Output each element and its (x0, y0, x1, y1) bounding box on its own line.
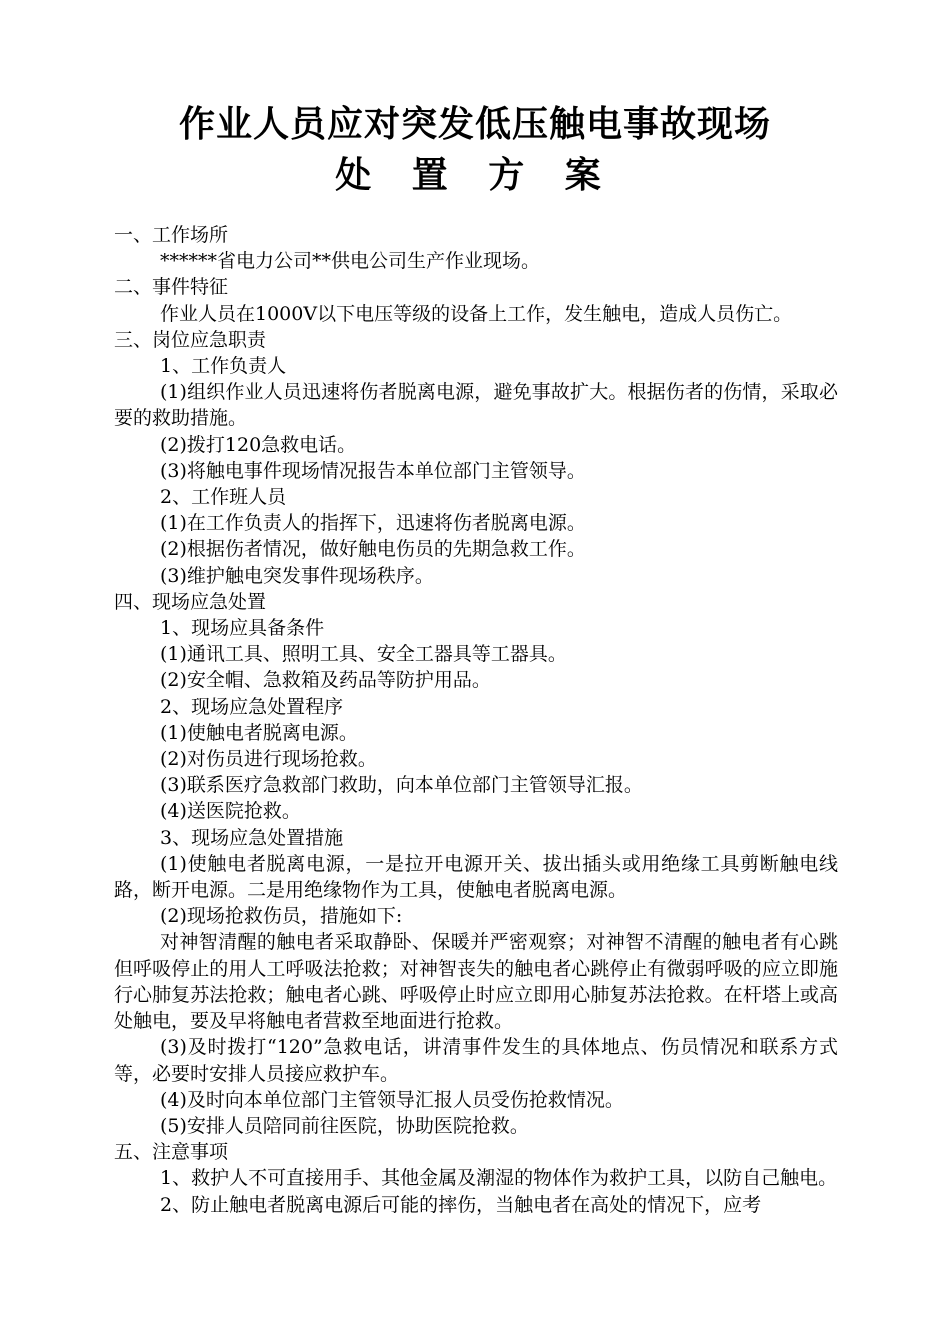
paragraph: 作业人员在1000V以下电压等级的设备上工作，发生触电，造成人员伤亡。 (160, 302, 793, 325)
paragraph: (2)拨打120急救电话。 (160, 433, 357, 456)
section-heading: 三、岗位应急职责 (114, 328, 267, 351)
document-title-line2: 处 置 方 案 (335, 154, 615, 196)
paragraph: (2)现场抢救伤员，措施如下: (160, 905, 403, 928)
paragraph: (3)及时拨打“120”急救电话，讲清事件发生的具体地点、伤员情况和联系方式等，必要时安排人员接应救护车。 (114, 1036, 838, 1085)
paragraph: (3)联系医疗急救部门救助，向本单位部门主管领导汇报。 (160, 774, 643, 797)
paragraph: 对神智清醒的触电者采取静卧、保暖并严密观察；对神智不清醒的触电者有心跳但呼吸停止的用人工呼吸法抢救；对神智丧失的触电者心跳停止有微弱呼吸的应立即施行心肺复苏法抢救；触电者心跳、呼吸停止时应立即用心肺复苏法抢救。在杆塔上或高处触电，要及早将触电者营救至地面进行抢救。 (114, 931, 838, 1033)
section-heading: 五、注意事项 (114, 1141, 229, 1164)
document-title-line1: 作业人员应对突发低压触电事故现场 (178, 103, 771, 145)
paragraph: (1)使触电者脱离电源。 (160, 721, 358, 744)
section-heading: 四、现场应急处置 (114, 590, 267, 613)
paragraph: (2)对伤员进行现场抢救。 (160, 748, 377, 771)
paragraph: (1)使触电者脱离电源，一是拉开电源开关、拔出插头或用绝缘工具剪断触电线路，断开电源。二是用绝缘物作为工具，使触电者脱离电源。 (114, 852, 838, 902)
paragraph: (4)及时向本单位部门主管领导汇报人员受伤抢救情况。 (160, 1088, 624, 1111)
section-heading: 一、工作场所 (114, 224, 229, 246)
paragraph: (3)维护触电突发事件现场秩序。 (160, 564, 434, 587)
paragraph: (4)送医院抢救。 (160, 800, 301, 823)
paragraph: 3、现场应急处置措施 (160, 826, 344, 849)
paragraph: (5)安排人员陪同前往医院，协助医院抢救。 (160, 1114, 529, 1137)
paragraph: (2)根据伤者情况，做好触电伤员的先期急救工作。 (160, 538, 586, 561)
paragraph: (3)将触电事件现场情况报告本单位部门主管领导。 (160, 459, 586, 482)
paragraph: 1、现场应具备条件 (160, 617, 325, 640)
paragraph: (2)安全帽、急救箱及药品等防护用品。 (160, 669, 491, 692)
paragraph: 2、工作班人员 (160, 486, 287, 509)
paragraph: 2、防止触电者脱离电源后可能的摔伤，当触电者在高处的情况下，应考 (160, 1193, 762, 1216)
paragraph: 1、救护人不可直接用手、其他金属及潮湿的物体作为救护工具，以防自己触电。 (160, 1167, 838, 1190)
paragraph: (1)在工作负责人的指挥下，迅速将伤者脱离电源。 (160, 512, 586, 535)
document-body (114, 222, 838, 1218)
paragraph: 1、工作负责人 (160, 355, 287, 378)
paragraph: 2、现场应急处置程序 (160, 695, 344, 718)
paragraph: (1)通讯工具、照明工具、安全工器具等工器具。 (160, 643, 567, 666)
paragraph: (1)组织作业人员迅速将伤者脱离电源，避免事故扩大。根据伤者的伤情，采取必要的救助措施。 (114, 381, 838, 430)
paragraph: ******省电力公司**供电公司生产作业现场。 (160, 250, 541, 273)
section-heading: 二、事件特征 (114, 276, 229, 299)
